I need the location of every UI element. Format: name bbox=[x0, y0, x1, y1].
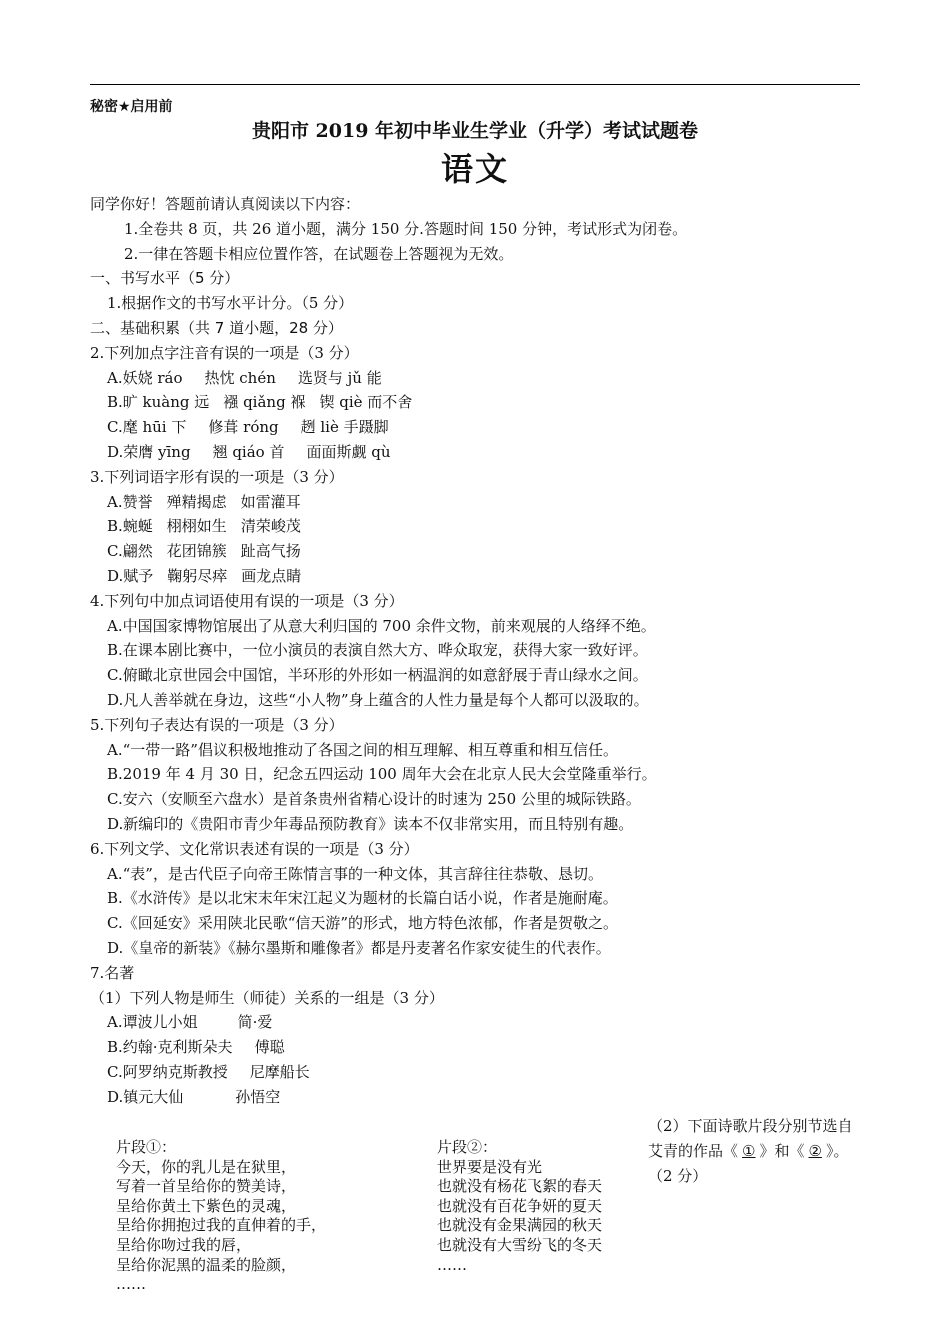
poem2-line: 世界要是没有光 bbox=[437, 1157, 543, 1176]
poem1-line: 呈给你黄土下紫色的灵魂， bbox=[116, 1196, 297, 1215]
q3-option-a: A.赞誉 殚精揭虑 如雷灌耳 bbox=[107, 492, 301, 511]
section1-heading: 一、书写水平（5 分） bbox=[90, 269, 240, 288]
q7-sub2-stem: （2）下面诗歌片段分别节选自艾青的作品《 ① 》和《 ② 》。（2 分） bbox=[648, 1117, 853, 1185]
poem2-line: 也就没有杨花飞絮的春天 bbox=[437, 1177, 603, 1196]
q3-option-b: B.蜿蜒 栩栩如生 清荣峻茂 bbox=[107, 517, 301, 536]
q3-stem: 3.下列词语字形有误的一项是（3 分） bbox=[90, 467, 344, 486]
section2-heading: 二、基础积累（共 7 道小题，28 分） bbox=[90, 318, 343, 337]
intro-note-1: 1.全卷共 8 页，共 26 道小题，满分 150 分.答题时间 150 分钟，考试形式为闭卷。 bbox=[124, 219, 688, 238]
q7-sub1-stem: （1）下列人物是师生（师徒）关系的一组是（3 分） bbox=[90, 988, 444, 1007]
q3-option-c: C.翩然 花团锦簇 趾高气扬 bbox=[107, 542, 301, 561]
subject-title: 语文 bbox=[440, 150, 509, 188]
q7-option-a: A.谭波儿小姐 简·爱 bbox=[107, 1013, 273, 1032]
intro-greeting: 同学你好！答题前请认真阅读以下内容： bbox=[90, 195, 361, 213]
poem1-line: 呈给你泥黑的温柔的脸颜， bbox=[116, 1255, 297, 1274]
q6-stem: 6.下列文学、文化常识表述有误的一项是（3 分） bbox=[90, 839, 419, 858]
q2-option-c: C.麾 hūi 下 修葺 róng 趔 liè 手蹑脚 bbox=[107, 418, 389, 437]
poem1-line: …… bbox=[116, 1275, 146, 1294]
poem2-line: 也就没有大雪纷飞的冬天 bbox=[437, 1235, 603, 1254]
q5-option-b: B.2019 年 4 月 30 日，纪念五四运动 100 周年大会在北京人民大会堂隆重举行。 bbox=[107, 765, 657, 784]
poem1-line: 今天，你的乳儿是在狱里， bbox=[116, 1157, 297, 1176]
poem-fragment-2 bbox=[437, 1138, 602, 1275]
q6-option-c: C.《回延安》采用陕北民歌“信天游”的形式，地方特色浓郁，作者是贺敬之。 bbox=[107, 914, 619, 933]
poem1-label: 片段①： bbox=[116, 1138, 177, 1156]
q2-option-a: A.妖娆 ráo 热忱 chén 选贤与 jǔ 能 bbox=[107, 368, 382, 387]
q7-option-d: D.镇元大仙 孙悟空 bbox=[107, 1087, 281, 1106]
q4-option-b: B.在课本剧比赛中，一位小演员的表演自然大方、哗众取宠，获得大家一致好评。 bbox=[107, 641, 648, 660]
q6-option-d: D.《皇帝的新装》《赫尔墨斯和雕像者》都是丹麦著名作家安徒生的代表作。 bbox=[107, 938, 611, 957]
q4-option-c: C.俯瞰北京世园会中国馆，半环形的外形如一柄温润的如意舒展于青山绿水之间。 bbox=[107, 666, 648, 685]
poem2-line: 也就没有金果满园的秋天 bbox=[437, 1216, 603, 1235]
q2-stem: 2.下列加点字注音有误的一项是（3 分） bbox=[90, 343, 359, 362]
poem2-label: 片段②： bbox=[437, 1138, 498, 1156]
q4-option-d: D.凡人善举就在身边，这些“小人物”身上蕴含的人性力量是每个人都可以汲取的。 bbox=[107, 690, 649, 709]
q7-option-c: C.阿罗纳克斯教授 尼摩船长 bbox=[107, 1062, 310, 1081]
q6-option-b: B.《水浒传》是以北宋末年宋江起义为题材的长篇白话小说，作者是施耐庵。 bbox=[107, 889, 618, 908]
q2-option-d: D.荣膺 yīng 翘 qiáo 首 面面斯觑 qù bbox=[107, 442, 391, 461]
answer-blank-1: ① bbox=[742, 1142, 756, 1160]
poem2-line: 也就没有百花争妍的夏天 bbox=[437, 1196, 603, 1215]
q2-option-b: B.旷 kuàng 远 襁 qiǎng 褓 锲 qiè 而不舍 bbox=[107, 393, 413, 412]
exam-title: 贵阳市 2019 年初中毕业生学业（升学）考试试题卷 bbox=[251, 120, 699, 142]
intro-note-2: 2.一律在答题卡相应位置作答，在试题卷上答题视为无效。 bbox=[124, 244, 514, 263]
q4-option-a: A.中国国家博物馆展出了从意大利归国的 700 余件文物，前来观展的人络绎不绝。 bbox=[107, 616, 656, 635]
poem-fragment-1 bbox=[116, 1138, 326, 1295]
poem2-line: …… bbox=[437, 1255, 467, 1274]
q5-option-a: A.“一带一路”倡议积极地推动了各国之间的相互理解、相互尊重和相互信任。 bbox=[107, 740, 618, 759]
poem1-line: 呈给你吻过我的唇， bbox=[116, 1235, 252, 1254]
poem1-line: 呈给你拥抱过我的直伸着的手， bbox=[116, 1216, 327, 1235]
q5-stem: 5.下列句子表达有误的一项是（3 分） bbox=[90, 715, 344, 734]
exam-body bbox=[90, 192, 880, 1109]
q4-stem: 4.下列句中加点词语使用有误的一项是（3 分） bbox=[90, 591, 404, 610]
poem1-line: 写着一首呈给你的赞美诗， bbox=[116, 1177, 297, 1196]
q3-option-d: D.赋予 鞠躬尽瘁 画龙点睛 bbox=[107, 566, 302, 585]
q7-stem: 7.名著 bbox=[90, 963, 135, 982]
answer-blank-2: ② bbox=[808, 1142, 822, 1160]
q7-option-b: B.约翰·克利斯朵夫 傅聪 bbox=[107, 1038, 285, 1057]
q5-option-c: C.安六（安顺至六盘水）是首条贵州省精心设计的时速为 250 公里的城际铁路。 bbox=[107, 790, 641, 809]
confidential-label: 秘密★启用前 bbox=[90, 99, 173, 115]
section1-item: 1.根据作文的书写水平计分。（5 分） bbox=[107, 294, 354, 313]
header-rule bbox=[90, 84, 860, 85]
q5-option-d: D.新编印的《贵阳市青少年毒品预防教育》读本不仅非常实用，而且特别有趣。 bbox=[107, 814, 634, 833]
q6-option-a: A.“表”，是古代臣子向帝王陈情言事的一种文体，其言辞往往恭敬、恳切。 bbox=[107, 864, 603, 883]
